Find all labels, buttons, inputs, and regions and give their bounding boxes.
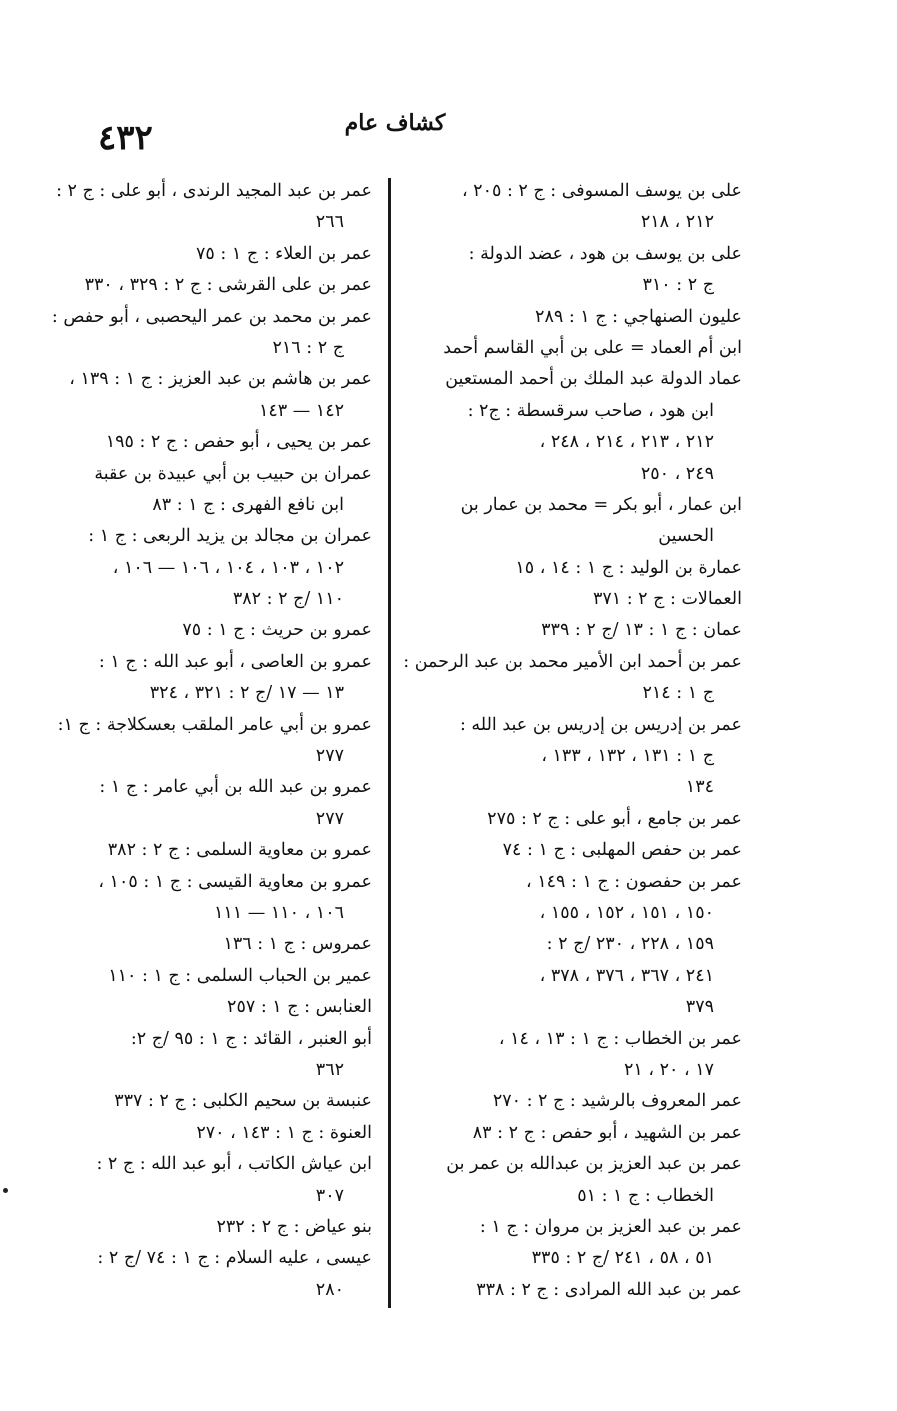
index-line: عمرو بن معاوية القيسى : ج ١ : ١٠٥ ، — [98, 871, 372, 892]
index-line: عمر بن محمد بن عمر اليحصبى ، أبو حفص : — [51, 306, 372, 327]
index-line: ابن عمار ، أبو بكر = محمد بن عمار بن — [460, 494, 742, 515]
index-line: ج ٢ : ٣١٠ — [642, 275, 714, 296]
index-line: ١٧ ، ٢٠ ، ٢١ — [624, 1059, 714, 1080]
index-line: ٢٤١ ، ٣٦٧ ، ٣٧٦ ، ٣٧٨ ، — [539, 965, 714, 986]
index-line: ابن أم العماد = على بن أبي القاسم أحمد — [443, 337, 742, 358]
index-line: عمر بن عبد العزيز بن مروان : ج ١ : — [479, 1216, 742, 1237]
index-line: عمر بن الخطاب : ج ١ : ١٣ ، ١٤ ، — [498, 1028, 742, 1049]
index-line: عليون الصنهاجي : ج ١ : ٢٨٩ — [535, 306, 742, 327]
page-title: كشاف عام — [344, 110, 446, 136]
index-line: ابن عياش الكاتب ، أبو عبد الله : ج ٢ : — [96, 1154, 372, 1175]
index-line: ٢٧٧ — [315, 746, 344, 767]
index-line: ٣٠٧ — [315, 1185, 344, 1206]
index-column-right — [403, 176, 742, 1306]
index-line: ١٥٠ ، ١٥١ ، ١٥٢ ، ١٥٥ ، — [539, 902, 714, 923]
index-line: ج ١ : ٢١٤ — [642, 683, 714, 704]
index-line: ١٠٢ ، ١٠٣ ، ١٠٤ ، ١٠٦ — ١٠٦ ، — [112, 557, 344, 578]
index-line: عمر بن العلاء : ج ١ : ٧٥ — [196, 243, 372, 264]
index-line: ٣٦٢ — [315, 1059, 344, 1080]
index-line: عمير بن الحباب السلمى : ج ١ : ١١٠ — [108, 965, 372, 986]
index-line: ٥١ ، ٥٨ ، ٢٤١ /ج ٢ : ٣٣٥ — [531, 1248, 714, 1269]
index-line: ١٤٢ — ١٤٣ — [258, 400, 344, 421]
index-line: عنبسة بن سحيم الكلبى : ج ٢ : ٣٣٧ — [114, 1091, 372, 1112]
index-line: ١٠٦ ، ١١٠ — ١١١ — [213, 902, 344, 923]
index-line: بنو عياض : ج ٢ : ٢٣٢ — [216, 1216, 372, 1237]
index-line: ١١٠ /ج ٢ : ٣٨٢ — [232, 589, 344, 610]
index-line: عمر بن عبد العزيز بن عبدالله بن عمر بن — [446, 1154, 742, 1175]
index-line: ابن نافع الفهرى : ج ١ : ٨٣ — [152, 494, 344, 515]
index-line: عمر بن أحمد ابن الأمير محمد بن عبد الرحمن : — [403, 651, 742, 672]
index-line: العنوة : ج ١ : ١٤٣ ، ٢٧٠ — [196, 1122, 372, 1143]
index-line: ٢١٢ ، ٢١٨ — [640, 212, 714, 233]
index-line: عمر بن جامع ، أبو على : ج ٢ : ٢٧٥ — [487, 808, 742, 829]
index-line: ١٣ — ١٧ /ج ٢ : ٣٢١ ، ٣٢٤ — [149, 683, 344, 704]
index-line: عمران بن مجالد بن يزيد الربعى : ج ١ : — [88, 526, 372, 547]
index-line: عمر بن حفصون : ج ١ : ١٤٩ ، — [525, 871, 742, 892]
column-divider — [388, 178, 391, 1308]
index-line: ٢١٢ ، ٢١٣ ، ٢١٤ ، ٢٤٨ ، — [539, 432, 714, 453]
index-line: عماد الدولة عبد الملك بن أحمد المستعين — [445, 369, 742, 390]
index-line: أبو العنبر ، القائد : ج ١ : ٩٥ /ج ٢: — [130, 1028, 372, 1049]
index-line: ١٥٩ ، ٢٢٨ ، ٢٣٠ /ج ٢ : — [546, 934, 714, 955]
index-line: عمر بن على القرشى : ج ٢ : ٣٢٩ ، ٣٣٠ — [84, 275, 372, 296]
index-line: العنابس : ج ١ : ٢٥٧ — [227, 997, 372, 1018]
margin-dot — [3, 1188, 8, 1193]
index-line: عمر بن يحيى ، أبو حفص : ج ٢ : ١٩٥ — [105, 432, 372, 453]
index-line: الخطاب : ج ١ : ٥١ — [577, 1185, 714, 1206]
index-line: ٢٤٩ ، ٢٥٠ — [640, 463, 714, 484]
index-line: عمر بن إدريس بن إدريس بن عبد الله : — [459, 714, 742, 735]
index-line: ٢٧٧ — [315, 808, 344, 829]
index-column-left — [51, 176, 372, 1306]
index-line: عمرو بن معاوية السلمى : ج ٢ : ٣٨٢ — [107, 840, 372, 861]
page-number: ٤٣٢ — [98, 118, 153, 158]
index-line: ٣٧٩ — [685, 997, 714, 1018]
index-line: عمرو بن العاصى ، أبو عبد الله : ج ١ : — [98, 651, 372, 672]
index-line: ج ١ : ١٣١ ، ١٣٢ ، ١٣٣ ، — [541, 746, 714, 767]
index-line: عمر بن الشهيد ، أبو حفص : ج ٢ : ٨٣ — [472, 1122, 742, 1143]
index-line: ١٣٤ — [685, 777, 714, 798]
index-line: عمر بن عبد الله المرادى : ج ٢ : ٣٣٨ — [476, 1279, 742, 1300]
index-line: على بن يوسف المسوفى : ج ٢ : ٢٠٥ ، — [461, 181, 742, 201]
index-line: ٢٦٦ — [315, 212, 344, 233]
index-line: عمرو بن حريث : ج ١ : ٧٥ — [182, 620, 372, 641]
index-line: عمان : ج ١ : ١٣ /ج ٢ : ٣٣٩ — [541, 620, 742, 641]
index-line: عمر المعروف بالرشيد : ج ٢ : ٢٧٠ — [492, 1091, 742, 1112]
index-line: عمران بن حبيب بن أبي عبيدة بن عقبة — [94, 463, 372, 484]
index-line: عمرو بن عبد الله بن أبي عامر : ج ١ : — [99, 777, 372, 798]
index-line: عمر بن حفص المهلبى : ج ١ : ٧٤ — [502, 840, 742, 861]
index-line: على بن يوسف بن هود ، عضد الدولة : — [468, 243, 742, 264]
index-line: العمالات : ج ٢ : ٣٧١ — [592, 589, 742, 610]
index-line: ج ٢ : ٢١٦ — [272, 337, 344, 358]
index-line: عمرو بن أبي عامر الملقب بعسكلاجة : ج ١: — [57, 714, 372, 735]
index-line: عمارة بن الوليد : ج ١ : ١٤ ، ١٥ — [515, 557, 742, 578]
index-line: عمر بن عبد المجيد الرندى ، أبو على : ج ٢ : — [56, 181, 372, 201]
index-line: عمر بن هاشم بن عبد العزيز : ج ١ : ١٣٩ ، — [69, 369, 372, 390]
index-line: الحسين — [658, 526, 714, 547]
index-line: عمروس : ج ١ : ١٣٦ — [223, 934, 372, 955]
index-line: ٢٨٠ — [315, 1279, 344, 1300]
index-line: عيسى ، عليه السلام : ج ١ : ٧٤ /ج ٢ : — [97, 1248, 372, 1269]
index-line: ابن هود ، صاحب سرقسطة : ج٢ : — [467, 400, 714, 421]
